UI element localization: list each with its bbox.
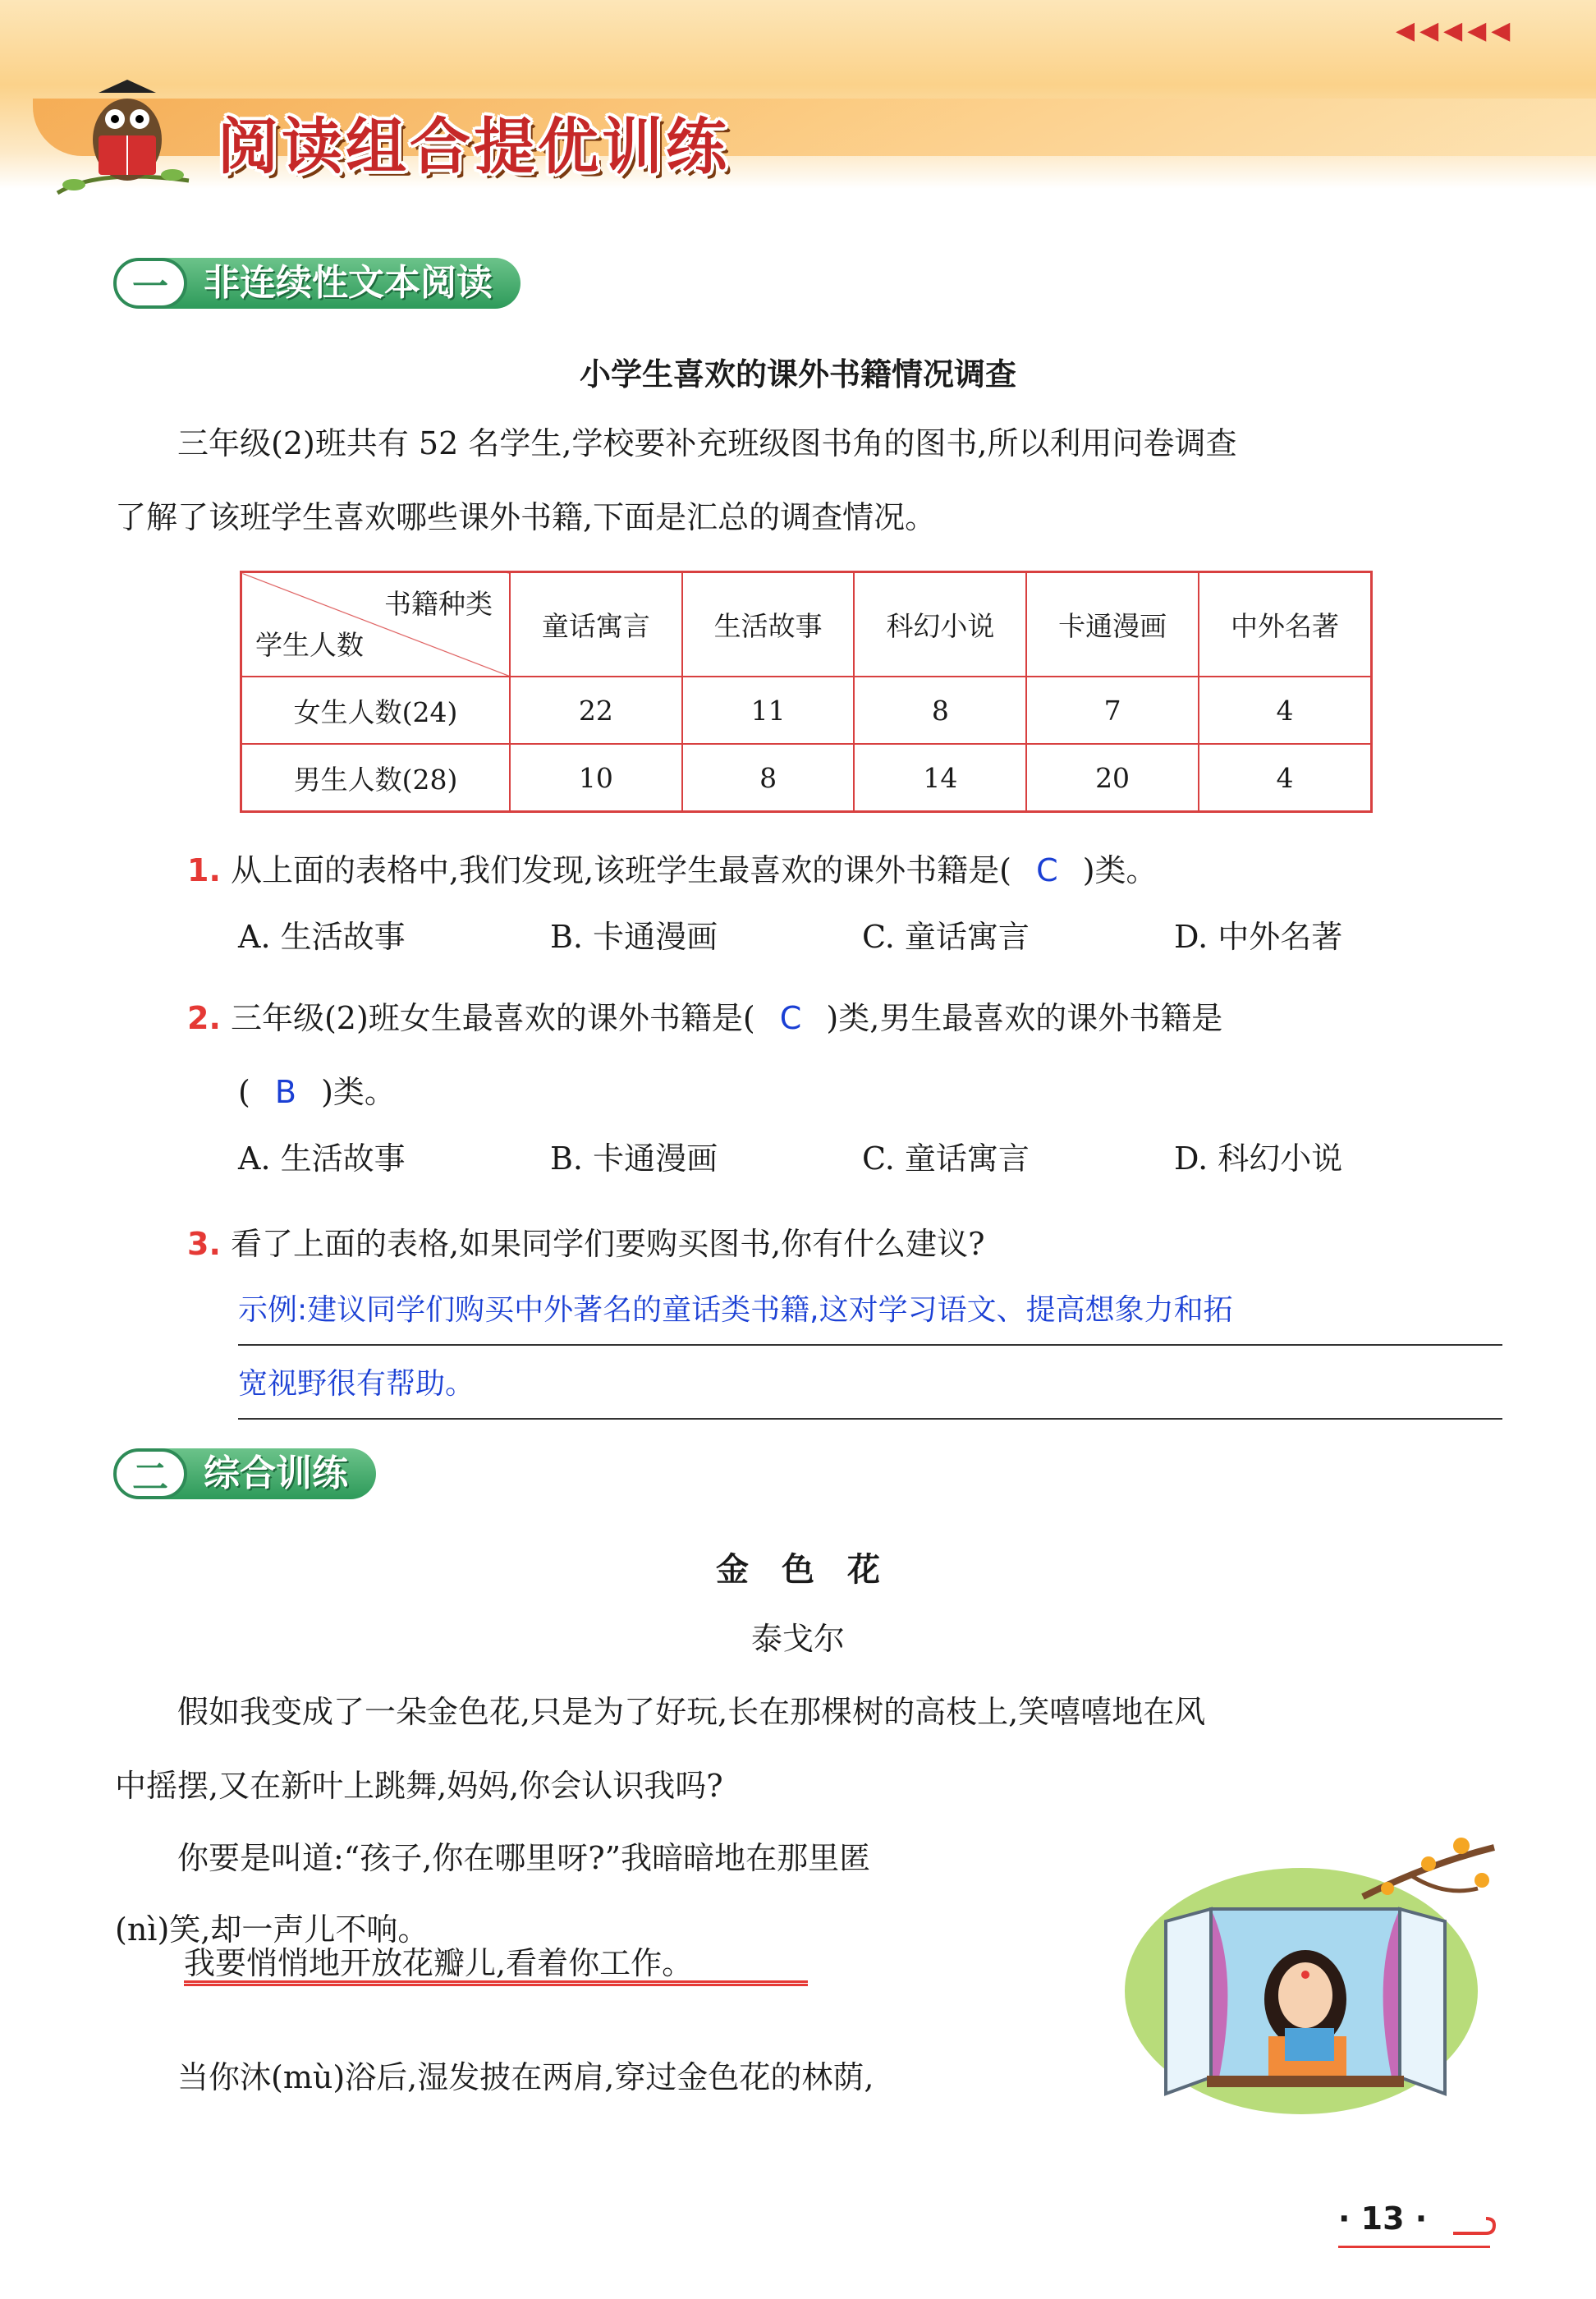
diagonal-header-cell (241, 572, 511, 677)
table-cell: 22 (510, 677, 682, 744)
question-3 (187, 1207, 985, 1281)
table-cell: 4 (1199, 677, 1372, 744)
answer-blank[interactable]: B (274, 1074, 296, 1110)
owl-reading-icon (49, 70, 197, 201)
girl-window-illustration (1117, 1831, 1502, 2127)
table-cell: 11 (682, 677, 855, 744)
table-header-row (241, 572, 1372, 677)
section-number: 二 (113, 1448, 187, 1499)
table-cell: 8 (682, 744, 855, 812)
question-text: )类,男生最喜欢的课外书籍是 (826, 1000, 1223, 1036)
q1-options (238, 911, 1486, 957)
option[interactable]: B. 卡通漫画 (550, 919, 718, 955)
poem-author: 泰戈尔 (750, 1621, 845, 1657)
table-cell: 7 (1026, 677, 1199, 744)
question-1 (187, 833, 1158, 907)
poem-paragraph-4: 当你沐(mù)浴后,湿发披在两肩,穿过金色花的林荫, (177, 2059, 874, 2095)
column-header: 生活故事 (682, 572, 855, 677)
answer-line-1[interactable]: 示例:建议同学们购买中外著名的童话类书籍,这对学习语文、提高想象力和拓 (238, 1277, 1502, 1346)
question-text: 看了上面的表格,如果同学们要购买图书,你有什么建议? (230, 1226, 985, 1262)
diag-bottom-label: 学生人数 (255, 629, 364, 661)
section-label: 非连续性文本阅读 (154, 258, 521, 309)
question-text: )类。 (1082, 852, 1158, 888)
section-badge-1 (113, 255, 521, 312)
column-header: 科幻小说 (854, 572, 1026, 677)
row-label: 男生人数(28) (241, 744, 511, 812)
section-label: 综合训练 (154, 1448, 376, 1499)
table-cell: 8 (854, 677, 1026, 744)
table-cell: 4 (1199, 744, 1372, 812)
intro-line-2: 了解了该班学生喜欢哪些课外书籍,下面是汇总的调查情况。 (115, 499, 937, 535)
option[interactable]: D. 科幻小说 (1174, 1140, 1343, 1177)
answer-blank[interactable]: C (779, 1000, 802, 1036)
table-cell: 10 (510, 744, 682, 812)
poem-title: 金 色 花 (716, 1551, 880, 1589)
question-text: 从上面的表格中,我们发现,该班学生最喜欢的课外书籍是( (230, 852, 1011, 888)
poem-paragraph-1-line-2: 中摇摆,又在新叶上跳舞,妈妈,你会认识我吗? (115, 1768, 723, 1804)
answer-line-2[interactable]: 宽视野很有帮助。 (238, 1351, 1502, 1420)
section-number: 一 (113, 258, 187, 309)
poem-paragraph-2-line-1: 你要是叫道:“孩子,你在哪里呀?”我暗暗地在那里匿 (177, 1840, 871, 1876)
diag-top-label: 书籍种类 (384, 588, 493, 620)
q2-options (238, 1133, 1486, 1178)
column-header: 中外名著 (1199, 572, 1372, 677)
option[interactable]: C. 童话寓言 (862, 919, 1030, 955)
question-number: 2. (187, 1000, 221, 1036)
table-cell: 20 (1026, 744, 1199, 812)
question-text: ( (238, 1074, 250, 1110)
question-number: 1. (187, 852, 221, 888)
option[interactable]: A. 生活故事 (238, 919, 406, 955)
section-badge-2 (113, 1445, 376, 1503)
poem-paragraph-1-line-1: 假如我变成了一朵金色花,只是为了好玩,长在那棵树的高枝上,笑嘻嘻地在风 (177, 1694, 1206, 1730)
underline-mark (184, 1984, 808, 1986)
question-text: 三年级(2)班女生最喜欢的课外书籍是( (230, 1000, 755, 1036)
option[interactable]: D. 中外名著 (1174, 919, 1343, 955)
decorative-arrows: ◀◀◀◀◀ (1396, 16, 1516, 45)
table-cell: 14 (854, 744, 1026, 812)
column-header: 童话寓言 (510, 572, 682, 677)
page-arrow-icon (1449, 2209, 1498, 2250)
question-2-cont (238, 1055, 396, 1129)
poem-paragraph-2-line-2: (nì)笑,却一声儿不响。 (115, 1911, 429, 1948)
option[interactable]: B. 卡通漫画 (550, 1140, 718, 1177)
answer-blank[interactable]: C (1036, 852, 1058, 888)
question-text: )类。 (321, 1074, 396, 1110)
intro-line-1: 三年级(2)班共有 52 名学生,学校要补充班级图书角的图书,所以利用问卷调查 (177, 425, 1237, 461)
page-header-title: 阅读组合提优训练 (218, 112, 730, 182)
page-number: · 13 · (1338, 2200, 1428, 2237)
table-row (241, 677, 1372, 744)
poem-paragraph-3-text: 我要悄悄地开放花瓣儿,看着你工作。 (184, 1945, 694, 1981)
option[interactable]: A. 生活故事 (238, 1140, 406, 1177)
question-number: 3. (187, 1226, 221, 1262)
option[interactable]: C. 童话寓言 (862, 1140, 1030, 1177)
row-label: 女生人数(24) (241, 677, 511, 744)
table-row (241, 744, 1372, 812)
survey-table (240, 571, 1373, 813)
column-header: 卡通漫画 (1026, 572, 1199, 677)
survey-title: 小学生喜欢的课外书籍情况调查 (579, 356, 1016, 392)
question-2 (187, 981, 1222, 1055)
